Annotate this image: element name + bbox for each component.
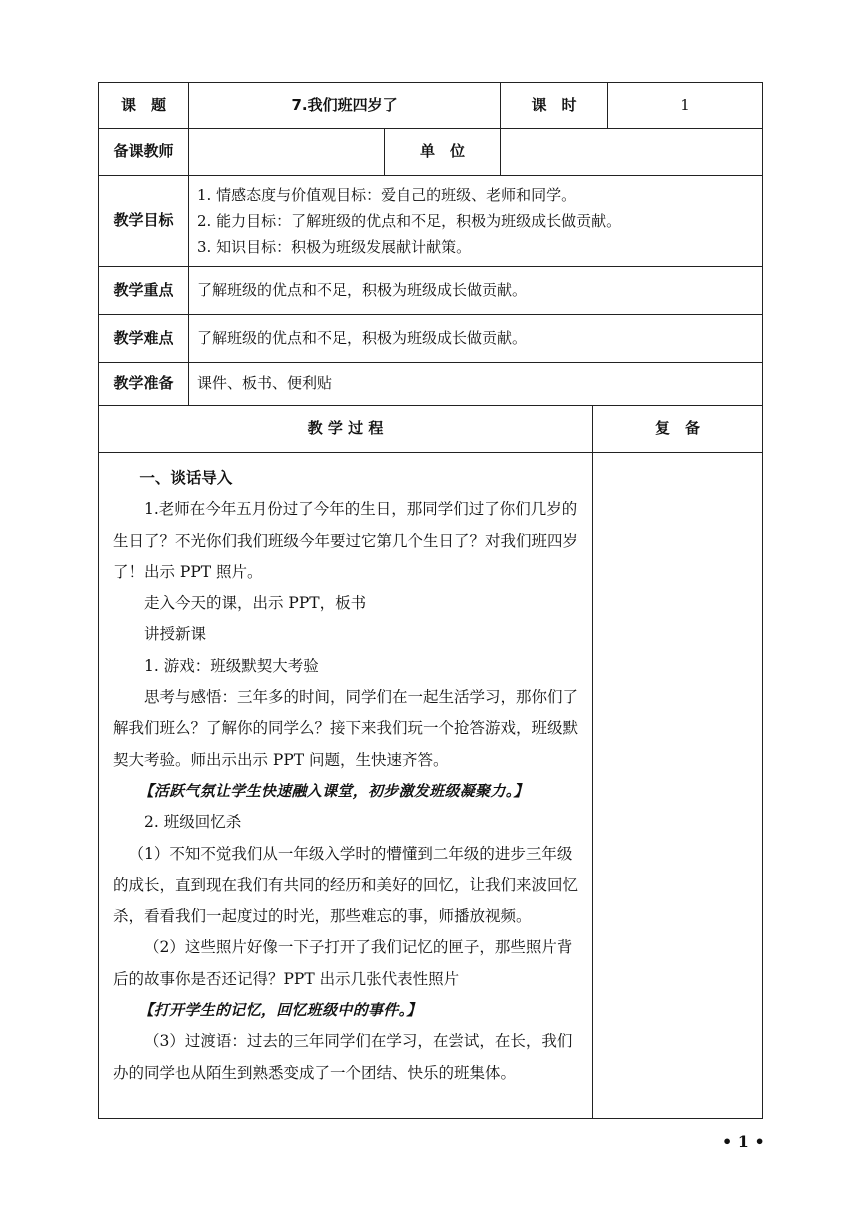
topic-label: 课 题 xyxy=(99,83,189,129)
difficulties-row xyxy=(99,315,763,363)
paragraph: 讲授新课 xyxy=(144,625,207,644)
key-points-value: 了解班级的优点和不足，积极为班级成长做贡献。 xyxy=(189,267,763,315)
process-body-row xyxy=(99,453,763,1119)
difficulties-label: 教学难点 xyxy=(99,315,189,363)
difficulties-value: 了解班级的优点和不足，积极为班级成长做贡献。 xyxy=(189,315,763,363)
teacher-value xyxy=(189,129,385,176)
goals-label: 教学目标 xyxy=(99,176,189,267)
process-header-row xyxy=(99,406,763,453)
unit-value xyxy=(501,129,763,176)
paragraph: （3）过渡语：过去的三年同学们在学习，在尝试，在长，我们办的同学也从陌生到熟悉变成了一个团结、快乐的班集体。 xyxy=(113,1032,573,1082)
preparation-row xyxy=(99,363,763,406)
goals-list xyxy=(189,176,763,267)
page-number: • 1 • xyxy=(722,1132,765,1151)
unit-label: 单 位 xyxy=(385,129,501,176)
period-label: 课 时 xyxy=(501,83,608,129)
teaching-note: 【打开学生的记忆，回忆班级中的事件。】 xyxy=(138,1001,422,1020)
paragraph: （1）不知不觉我们从一年级入学时的懵懂到二年级的进步三年级的成长，直到现在我们有共同的经历和美好的回忆，让我们来波回忆杀，看看我们一起度过的时光，那些难忘的事，师播放视频。 xyxy=(113,844,579,926)
paragraph: 走入今天的课，出示 PPT，板书 xyxy=(144,594,367,613)
paragraph: 1.老师在今年五月份过了今年的生日，那同学们过了你们几岁的生日了？不光你们我们班级今年要过它第几个生日了？对我们班四岁了！出示 PPT 照片。 xyxy=(113,500,579,581)
teaching-note: 【活跃气氛让学生快速融入课堂，初步激发班级凝聚力。】 xyxy=(138,781,529,800)
process-header-label: 教 学 过 程 xyxy=(99,406,593,453)
key-points-label: 教学重点 xyxy=(99,267,189,315)
preparation-value: 课件、板书、便利贴 xyxy=(189,363,763,406)
review-header-label: 复 备 xyxy=(593,406,763,453)
teacher-label: 备课教师 xyxy=(99,129,189,176)
preparation-label: 教学准备 xyxy=(99,363,189,406)
topic-value: 7.我们班四岁了 xyxy=(189,83,501,129)
goal-item: 1. 情感态度与价值观目标：爱自己的班级、老师和同学。 xyxy=(197,186,577,204)
paragraph: 2. 班级回忆杀 xyxy=(144,813,242,832)
goal-item: 3. 知识目标：积极为班级发展献计献策。 xyxy=(197,238,472,256)
teacher-row xyxy=(99,129,763,176)
review-content xyxy=(593,453,763,1119)
paragraph: 1. 游戏：班级默契大考验 xyxy=(144,656,319,675)
process-content xyxy=(99,453,593,1119)
goals-row xyxy=(99,176,763,267)
section-title: 一、谈话导入 xyxy=(139,469,233,487)
paragraph: （2）这些照片好像一下子打开了我们记忆的匣子，那些照片背后的故事你是否还记得？PPT 出示几张代表性照片 xyxy=(113,938,573,988)
goal-item: 2. 能力目标：了解班级的优点和不足，积极为班级成长做贡献。 xyxy=(197,212,622,230)
topic-row xyxy=(99,83,763,129)
key-points-row xyxy=(99,267,763,315)
period-value: 1 xyxy=(608,83,763,129)
paragraph: 思考与感悟：三年多的时间，同学们在一起生活学习，那你们了解我们班么？了解你的同学么？接下来我们玩一个抢答游戏，班级默契大考验。师出示出示 PPT 问题，生快速齐答。 xyxy=(113,688,579,769)
lesson-plan-table xyxy=(98,82,763,1119)
